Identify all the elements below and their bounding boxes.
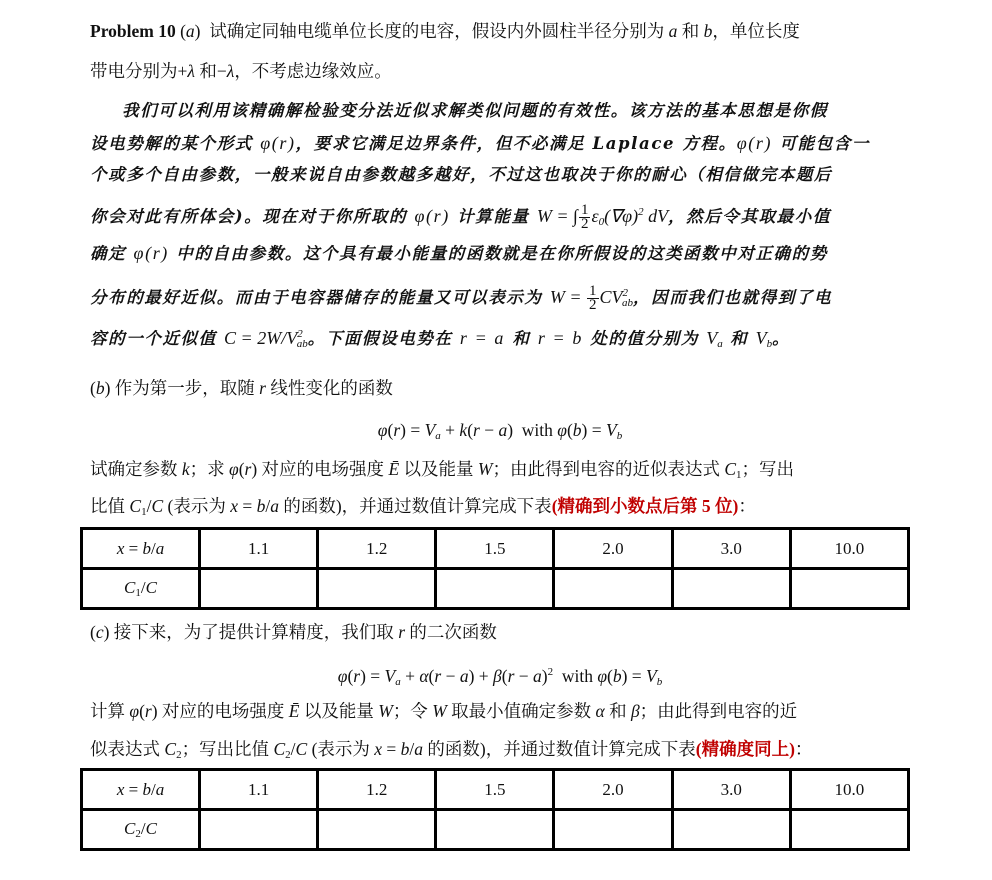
part-b-text-2: 比值 $C_1/C$ (表示为 x = b/a 的函数)，并通过数值计算完成下表(精确到小数点后第 5 位)： — [90, 496, 756, 518]
part-c-intro: (c) 接下来，为了提供计算精度，我们取 r 的二次函数 — [90, 622, 497, 642]
part-b-equation: $\varphi(r) = V_a + k(r - a)$ with $\varphi(b) = V_b$ — [377, 420, 623, 442]
table-cell-ratio[interactable] — [790, 569, 908, 609]
table-cell-x: 1.2 — [318, 529, 436, 569]
table-cell-x: 3.0 — [672, 529, 790, 569]
para-line-3: 个或多个自由参数，一般来说自由参数越多越好，不过这也取决于你的耐心（相信做完本题后 — [90, 165, 833, 184]
para-line-7: 容的一个近似值 $C = 2W/V^2_{ab}$。下面假设电势在 r = a 和 r = b 处的值分别为 $V_a$ 和 $V_b$。 — [90, 328, 791, 350]
table-cell-ratio[interactable] — [436, 810, 554, 850]
table-cell-ratio[interactable] — [436, 569, 554, 609]
table-cell-x: 10.0 — [790, 770, 908, 810]
table-cell-x: 1.1 — [200, 770, 318, 810]
precision-note-c: (精确度同上) — [695, 739, 795, 759]
para-line-5: 确定 φ(r) 中的自由参数。这个具有最小能量的函数就是在你所假设的这类函数中对正确的势 — [90, 243, 828, 263]
para-line-2: 设电势解的某个形式 φ(r)，要求它满足边界条件，但不必满足 Laplace 方程。φ(r) 可能包含一 — [90, 133, 870, 153]
table-cell-x: 3.0 — [672, 770, 790, 810]
table-row-x — [82, 529, 909, 569]
table-cell-x: 2.0 — [554, 770, 672, 810]
table-c2-ratio — [80, 768, 910, 851]
table-row-ratio — [82, 810, 909, 850]
para-line-1: 我们可以利用该精确解检验变分法近似求解类似问题的有效性。该方法的基本思想是你假 — [122, 101, 828, 120]
table-cell-ratio[interactable] — [200, 810, 318, 850]
table-header-x: x = b/a — [82, 770, 200, 810]
part-a-text-2: 带电分别为+λ 和−λ，不考虑边缘效应。 — [90, 61, 392, 81]
problem-heading-line — [90, 19, 910, 43]
table-cell-ratio[interactable] — [554, 569, 672, 609]
punct: ： — [738, 496, 756, 516]
table-cell-ratio[interactable] — [672, 569, 790, 609]
table-header-c2-ratio: $C_2/C$ — [82, 810, 200, 850]
table-header-c1-ratio: $C_1/C$ — [82, 569, 200, 609]
punct: ： — [794, 739, 813, 759]
para-line-6: 分布的最好近似。而由于电容器储存的能量又可以表示为 W = $\frac{1}{2}$ $CV^2_{ab}$，因而我们也就得到了电 — [90, 283, 833, 314]
table-cell-ratio[interactable] — [318, 569, 436, 609]
table-header-x: x = b/a — [82, 529, 200, 569]
table-cell-x: 2.0 — [554, 529, 672, 569]
table-cell-x: 1.1 — [200, 529, 318, 569]
table-row-ratio — [82, 569, 909, 609]
table-cell-ratio[interactable] — [790, 810, 908, 850]
part-a-text-1: 试确定同轴电缆单位长度的电容，假设内外圆柱半径分别为 a 和 b，单位长度 — [204, 21, 800, 41]
table-cell-ratio[interactable] — [200, 569, 318, 609]
problem-label: Problem 10 — [90, 21, 176, 41]
part-a-tag: (a) — [180, 21, 201, 41]
table-cell-ratio[interactable] — [672, 810, 790, 850]
table-c1-ratio — [80, 527, 910, 610]
table-row-x — [82, 770, 909, 810]
table-cell-ratio[interactable] — [318, 810, 436, 850]
table-cell-ratio[interactable] — [554, 810, 672, 850]
part-c-equation: $\varphi(r) = V_a + \alpha(r - a) + \beta(r - a)^2$ with $\varphi(b) = V_b$ — [337, 666, 663, 688]
precision-note-b: (精确到小数点后第 5 位) — [551, 496, 739, 516]
para-line-4: 你会对此有所体会)。现在对于你所取的 φ(r) 计算能量 W = ∫ $\frac{1}{2}$ $\varepsilon_0(\nabla\varphi)^2$ dV，然后令其取最小值 — [90, 202, 831, 233]
table-cell-x: 1.5 — [436, 529, 554, 569]
table-cell-x: 1.2 — [318, 770, 436, 810]
part-c-text-2: 似表达式 $C_2$；写出比值 $C_2/C$ (表示为 x = b/a 的函数)，并通过数值计算完成下表(精确度同上)： — [90, 739, 813, 761]
part-c-text-1: 计算 φ(r) 对应的电场强度 Ē 以及能量 W；令 W 取最小值确定参数 α 和 β；由此得到电容的近 — [90, 701, 798, 721]
part-b-text-1: 试确定参数 k；求 φ(r) 对应的电场强度 Ē 以及能量 W；由此得到电容的近似表达式 $C_1$；写出 — [90, 459, 795, 481]
part-b-intro: (b) 作为第一步，取随 r 线性变化的函数 — [90, 378, 393, 398]
table-cell-x: 1.5 — [436, 770, 554, 810]
table-cell-x: 10.0 — [790, 529, 908, 569]
